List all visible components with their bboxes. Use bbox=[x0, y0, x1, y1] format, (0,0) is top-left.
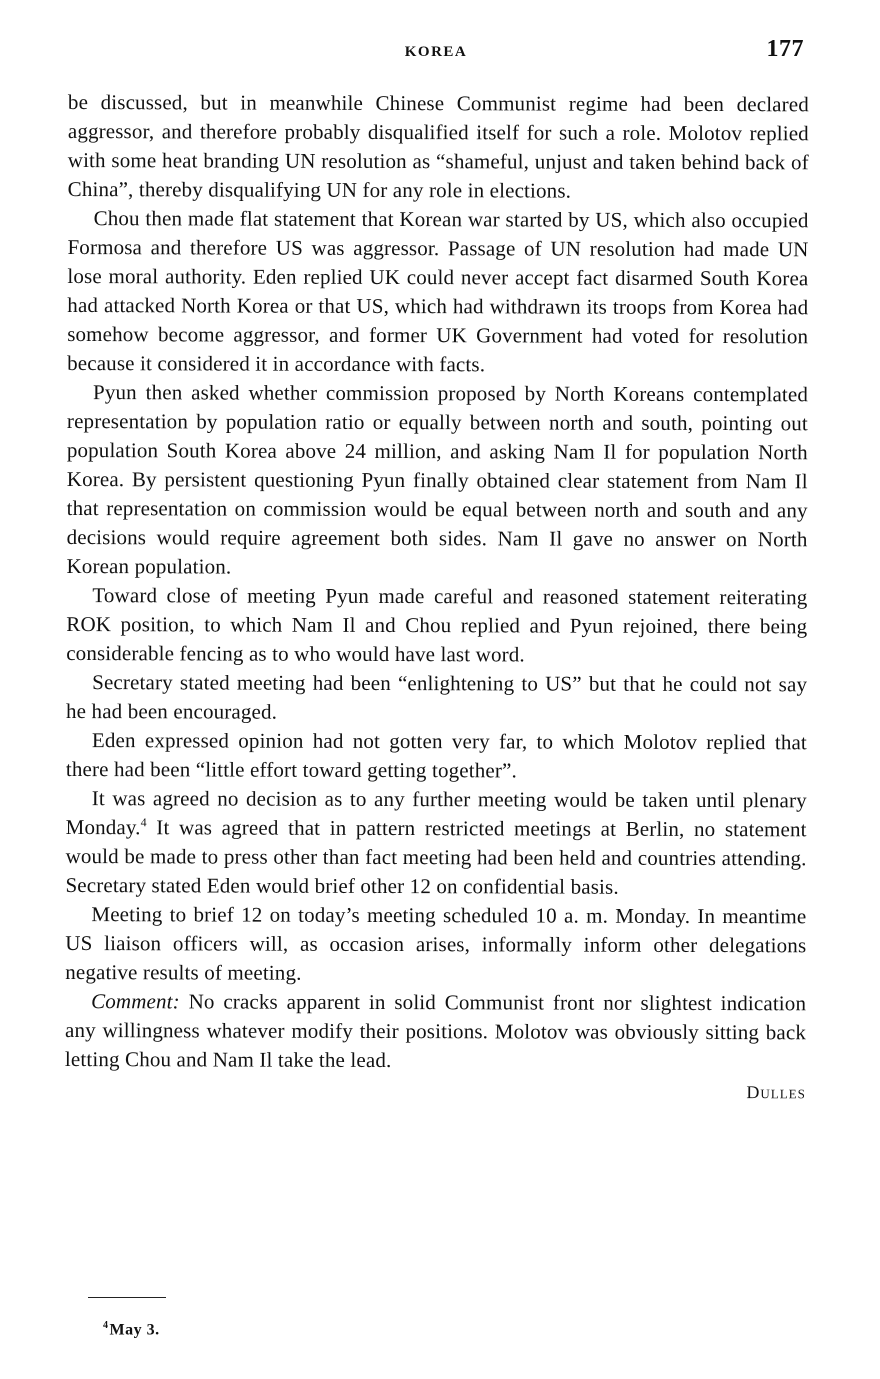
paragraph-chou-statement: Chou then made flat statement that Korean war started by US, which also occupied Formosa and therefore US was aggressor. Passage of UN resolution had made UN lose moral authority. Eden replied UK could never accept fact disarmed South Korea had attacked North Korea or that US, which had withdrawn its troops from Korea had somehow become aggressor, and former UK Government had voted for resolution because it considered it in accordance with facts. bbox=[67, 206, 809, 377]
page-header bbox=[68, 36, 804, 72]
signature: Dulles bbox=[746, 1082, 806, 1103]
paragraph-eden-opinion: Eden expressed opinion had not gotten very far, to which Molotov replied that there had been “little effort toward getting together”. bbox=[65, 728, 807, 783]
agreement-text-before: It was agreed no decision as to any further meeting would be taken until plenary Monday. bbox=[65, 786, 807, 840]
paragraph-comment bbox=[65, 987, 806, 1076]
paragraph-pyun-question: Pyun then asked whether commission proposed by North Koreans contemplated representation by population ratio or equally between north and south, pointing out population South Korea above 24 million, and asking Nam Il for population North Korea. By persistent questioning Pyun finally obtained clear statement from Nam Il that representation on commission would be equal between north and south and any decisions would require agreement both sides. Nam Il gave no answer on North Korean population. bbox=[66, 380, 809, 579]
paragraph-continuation: be discussed, but in meanwhile Chinese Communist regime had been declared aggressor, and therefore probably disqualified itself for such a role. Molotov replied with some heat branding UN resolution as “shameful, unjust and taken behind back of China”, thereby disqualifying UN for any role in elections. bbox=[67, 89, 809, 203]
paragraph-close-of-meeting: Toward close of meeting Pyun made careful and reasoned statement reiterating ROK position, to which Nam Il and Chou replied and Pyun rejoined, there being considerable fencing as to who would have last word. bbox=[66, 583, 808, 667]
footnote-divider bbox=[88, 1297, 166, 1298]
footnote-text: May 3. bbox=[109, 1321, 160, 1339]
comment-label: Comment: bbox=[91, 989, 180, 1014]
body-text bbox=[65, 88, 809, 1103]
paragraph-briefing: Meeting to brief 12 on today’s meeting scheduled 10 a. m. Monday. In meantime US liaison officers will, as occasion arises, informally inform other delegations negative results of meeting. bbox=[65, 902, 807, 985]
footnote-marker: 4 bbox=[103, 1320, 109, 1331]
comment-text: No cracks apparent in solid Communist front nor slightest indication any willingness whatever modify their positions. Molotov was obviously sitting back letting Chou and Nam Il take the lead. bbox=[64, 989, 807, 1073]
agreement-text-after: It was agreed that in pattern restricted meetings at Berlin, no statement would be made to press other than fact meeting had been held and countries attending. Secretary stated Eden would brief other 12 on confidential basis. bbox=[65, 815, 807, 899]
footnote bbox=[103, 1320, 160, 1339]
running-head: KOREA bbox=[404, 44, 468, 60]
paragraph-secretary-statement: Secretary stated meeting had been “enlightening to US” but that he could not say he had been encouraged. bbox=[66, 670, 808, 724]
paragraph-agreement bbox=[65, 784, 806, 902]
footnote-reference: 4 bbox=[140, 815, 147, 830]
page-number: 177 bbox=[766, 36, 804, 62]
